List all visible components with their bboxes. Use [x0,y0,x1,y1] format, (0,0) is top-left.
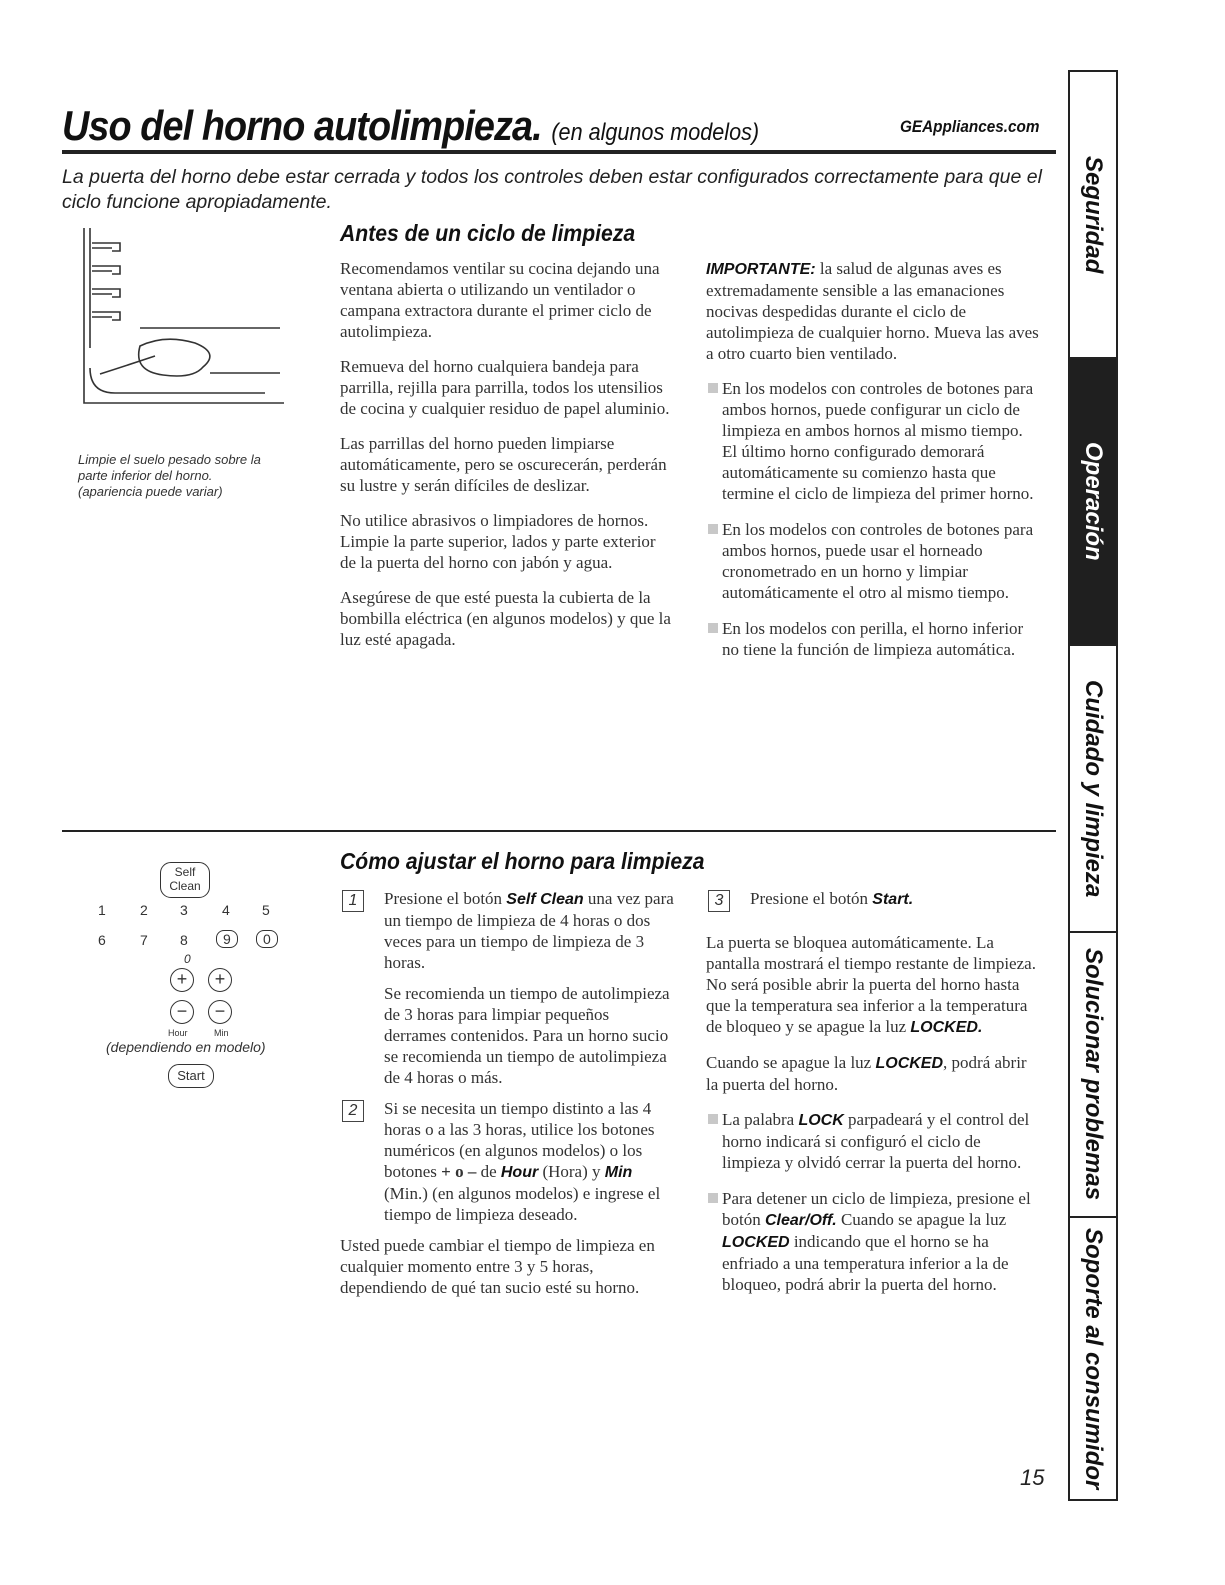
list-item [706,1109,1041,1173]
tab-label: Seguridad [1080,155,1107,274]
how-column-left [340,888,675,1312]
list-item [706,618,1041,660]
before-column-left [340,258,675,664]
important-label: IMPORTANTE: [706,261,816,278]
paragraph-text: Cuando se apague la luz [706,1053,872,1072]
list-item [706,519,1041,603]
digit-key: 6 [98,932,106,948]
locked-keyword: LOCKED [875,1055,944,1072]
paragraph-text: , podrá abrir la puerta del horno. [706,1053,1027,1094]
step-text: (Min.) (en algunos modelos) e ingrese el tiempo de limpieza deseado. [384,1184,661,1224]
page-number: 15 [1020,1465,1045,1490]
bullet-text: En los modelos con perilla, el horno inferior no tiene la función de limpieza automática. [722,619,1024,659]
when-paragraph [706,1052,1041,1095]
control-panel-illustration [78,840,310,1098]
title-text: Uso del horno autolimpieza. [62,102,542,149]
bullet-icon [708,1114,718,1124]
bullet-text: En los modelos con controles de botones para ambos hornos, puede usar el horneado cronometrado en un horno y limpiar automáticamente el otro al mismo tiempo. [722,520,1034,602]
digit-key: 1 [98,902,106,918]
locked-paragraph [706,932,1041,1038]
paragraph: Las parrillas del horno pueden limpiarse automáticamente, pero se oscurecerán, perderán su lustre y serán difíciles de deslizar. [340,434,667,495]
locked-keyword: LOCKED [722,1234,790,1251]
digit-key: 7 [140,932,148,948]
paragraph: Recomendamos ventilar su cocina dejando una ventana abierta o utilizando un ventilador o campana extractora durante el primer ciclo de autolimpieza. [340,259,660,341]
digit-key: 4 [222,902,230,918]
paragraph: No utilice abrasivos o limpiadores de hornos. Limpie la parte superior, lados y parte exterior de la puerta del horno con jabón y agua. [340,511,656,572]
important-text: la salud de algunas aves es extremadamente sensible a las emanaciones nocivas despedidas durante el ciclo de autolimpieza de cualquier horno. Mueva las aves a otro cuarto bien ventilado. [706,259,1039,363]
bullet-icon [708,1193,718,1203]
bullet-text: Cuando se apague la luz [840,1210,1007,1229]
panel-caption: (dependiendo en modelo) [106,1039,266,1055]
step-number: 2 [342,1100,364,1122]
step-1 [340,888,675,1088]
title-subtitle: (en algunos modelos) [551,119,760,146]
step-text: Presione el botón [384,889,503,908]
important-note [706,258,1041,364]
step-text: Presione el botón [750,889,869,908]
before-heading: Antes de un ciclo de limpieza [340,220,636,246]
paragraph: Asegúrese de que esté puesta la cubierta de la bombilla eléctrica (en algunos modelos) y que la luz esté apagada. [340,588,671,649]
plus-icon: + [208,968,232,992]
bullet-text: indicando que el horno se ha enfriado a una temperatura inferior a la de bloqueo, podrá abrir la puerta del horno. [722,1232,1009,1294]
step-3 [706,888,1041,910]
locked-keyword: LOCKED. [910,1019,983,1036]
digit-key: 9 [216,930,238,948]
how-column-right [706,888,1041,1310]
tab-soporte-al-consumidor[interactable] [1070,1218,1116,1499]
bullet-text: parpadeará y el control del horno indicará si configuró el ciclo de limpieza y olvidó cerrar la puerta del horno. [722,1110,1030,1172]
tab-label: Cuidado y limpieza [1080,679,1107,898]
site-url: GEAppliances.com [900,117,1040,136]
bullet-icon [708,383,718,393]
tab-label: Solucionar problemas [1080,948,1107,1201]
step-note: Se recomienda un tiempo de autolimpieza de 3 horas para limpiar pequeños derrames contenidos. Para un horno sucio se recomienda un tiempo de autolimpieza de 4 horas o más. [384,984,670,1087]
clear-off-keyword: Clear/Off. [764,1212,837,1229]
tab-solucionar-problemas[interactable] [1070,933,1116,1218]
step-text: Si se necesita un tiempo distinto a las 4 horas o a las 3 horas, utilice los botones numéricos (en algunos modelos) o los botones [384,1099,655,1181]
oven-cleaning-illustration [80,228,290,413]
min-label: Min [214,1028,229,1038]
key-label: Self [174,865,196,879]
digit-key: 3 [180,902,188,918]
start-keyword: Start. [872,891,914,908]
self-clean-key [160,862,210,898]
digit-key: 5 [262,902,270,918]
how-heading: Cómo ajustar el horno para limpieza [340,848,705,874]
page-title [62,102,759,150]
tab-operacion[interactable] [1070,359,1116,646]
header-rule [62,150,1056,154]
hour-keyword: Hour [500,1164,539,1181]
illustration-caption: Limpie el suelo pesado sobre la parte inferior del horno. (apariencia puede variar) [78,452,261,499]
minus-icon: − [170,1000,194,1024]
section-divider [62,830,1056,832]
minus-icon: − [208,1000,232,1024]
start-key: Start [168,1064,214,1088]
list-item [706,378,1041,504]
bullet-icon [708,524,718,534]
zero-label: 0 [184,952,191,966]
intro-text: La puerta del horno debe estar cerrada y todos los controles deben estar configurados correctamente para que el ciclo funcione apropiadamente. [62,166,1042,213]
hour-label: Hour [168,1028,188,1038]
bullet-text: Para detener un ciclo de limpieza, presione el botón [722,1189,1031,1229]
key-label: Clean [169,879,201,893]
bullet-icon [708,623,718,633]
lock-keyword: LOCK [798,1112,844,1129]
paragraph-text: La puerta se bloquea automáticamente. La pantalla mostrará el tiempo restante de limpieza. No será posible abrir la puerta del horno hasta que la temperatura sea inferior a la temperatura de bloqueo y se apague la luz [706,933,1036,1036]
self-clean-keyword: Self Clean [506,891,584,908]
plus-minus-text: + o – [441,1162,477,1181]
digit-key: 8 [180,932,188,948]
step-number: 3 [708,890,730,912]
list-item [706,1188,1041,1295]
bullet-text: En los modelos con controles de botones para ambos hornos, puede configurar un ciclo de limpieza en ambos hornos al mismo tiempo. El último horno configurado demorará automáticamente su comienzo hasta que termine el ciclo de limpieza del primer horno. [722,379,1034,503]
tab-cuidado-y-limpieza[interactable] [1070,646,1116,933]
section-tabs [1068,70,1118,1501]
step-text: (Hora) y [542,1162,601,1181]
min-keyword: Min [604,1164,633,1181]
digit-key: 2 [140,902,148,918]
step-text: una vez para un tiempo de limpieza de 4 horas o dos veces para un tiempo de limpieza de 3 horas. [384,889,674,972]
plus-icon: + [170,968,194,992]
paragraph: Remueva del horno cualquiera bandeja para parrilla, rejilla para parrilla, todos los utensilios de cocina y cualquier residuo de papel aluminio. [340,357,670,418]
step-2 [340,1098,675,1225]
change-time-text: Usted puede cambiar el tiempo de limpieza en cualquier momento entre 3 y 5 horas, dependiendo de qué tan sucio esté su horno. [340,1236,655,1297]
tab-label: Operación [1080,442,1107,561]
tab-seguridad[interactable] [1070,72,1116,359]
digit-key: 0 [256,930,278,948]
before-column-right [706,258,1041,675]
bullet-text: La palabra [722,1110,795,1129]
step-number: 1 [342,890,364,912]
step-text: de [480,1162,497,1181]
tab-label: Soporte al consumidor [1080,1227,1107,1490]
